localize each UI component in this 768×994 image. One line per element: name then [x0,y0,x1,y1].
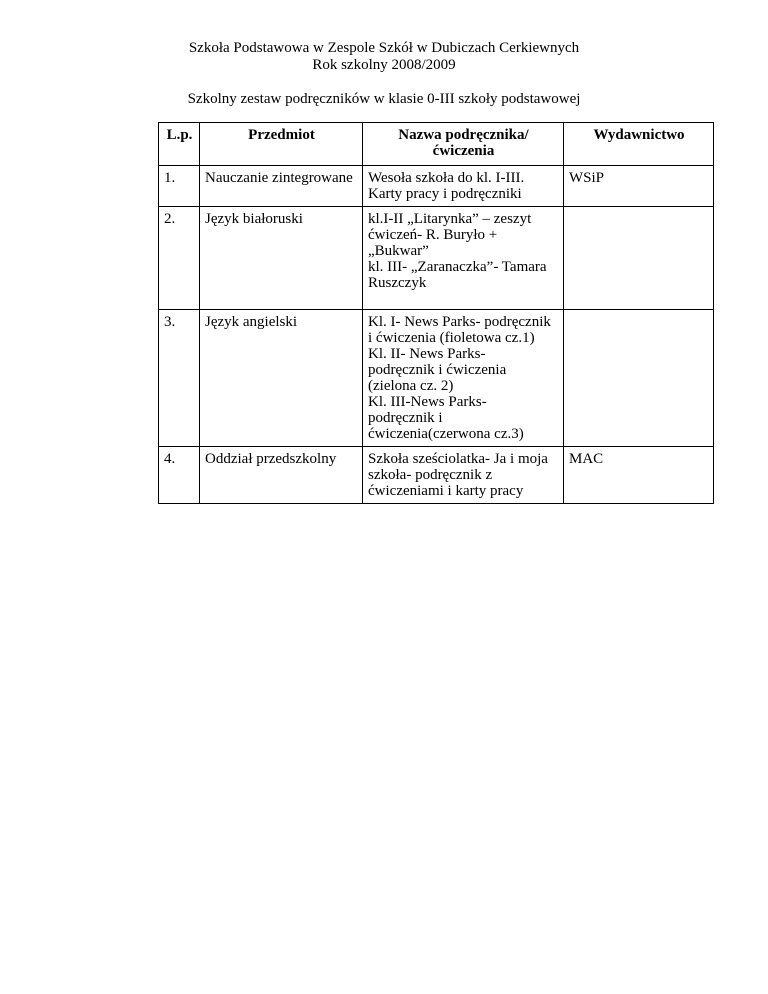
row-publisher: WSiP [564,166,714,207]
row-book: Szkoła sześciolatka- Ja i moja szkoła- podręcznik z ćwiczeniami i karty pracy [363,447,564,504]
school-year: Rok szkolny 2008/2009 [312,57,456,73]
row-lp: 2. [159,207,200,310]
row-publisher [564,207,714,310]
header-publisher: Wydawnictwo [564,123,714,166]
row-book: Kl. I- News Parks- podręcznik i ćwiczenia (fioletowa cz.1) Kl. II- News Parks- podręcznik i ćwiczenia (zielona cz. 2) Kl. III-News Parks- podręcznik i ćwiczenia(czerwona cz.3) [363,310,564,447]
table-row [159,166,714,207]
row-book: Wesoła szkoła do kl. I-III. Karty pracy i podręczniki [363,166,564,207]
school-name: Szkoła Podstawowa w Zespole Szkół w Dubiczach Cerkiewnych [188,40,580,56]
table-row [159,310,714,447]
table-row [159,207,714,310]
row-subject: Oddział przedszkolny [200,447,363,504]
row-subject: Język białoruski [200,207,363,310]
row-publisher: MAC [564,447,714,504]
table-row [159,447,714,504]
row-lp: 1. [159,166,200,207]
header-book: Nazwa podręcznika/ ćwiczenia [363,123,564,166]
textbook-table [158,122,714,504]
header-lp: L.p. [159,123,200,166]
row-subject: Język angielski [200,310,363,447]
row-subject: Nauczanie zintegrowane [200,166,363,207]
document-header [0,40,768,74]
row-lp: 3. [159,310,200,447]
row-publisher [564,310,714,447]
row-book: kl.I-II „Litarynka” – zeszyt ćwiczeń- R. Buryło + „Bukwar” kl. III- „Zaranaczka”- Tamara Ruszczyk [363,207,564,310]
table-header-row [159,123,714,166]
header-subject: Przedmiot [200,123,363,166]
document-subtitle: Szkolny zestaw podręczników w klasie 0-III szkoły podstawowej [187,91,581,107]
row-lp: 4. [159,447,200,504]
